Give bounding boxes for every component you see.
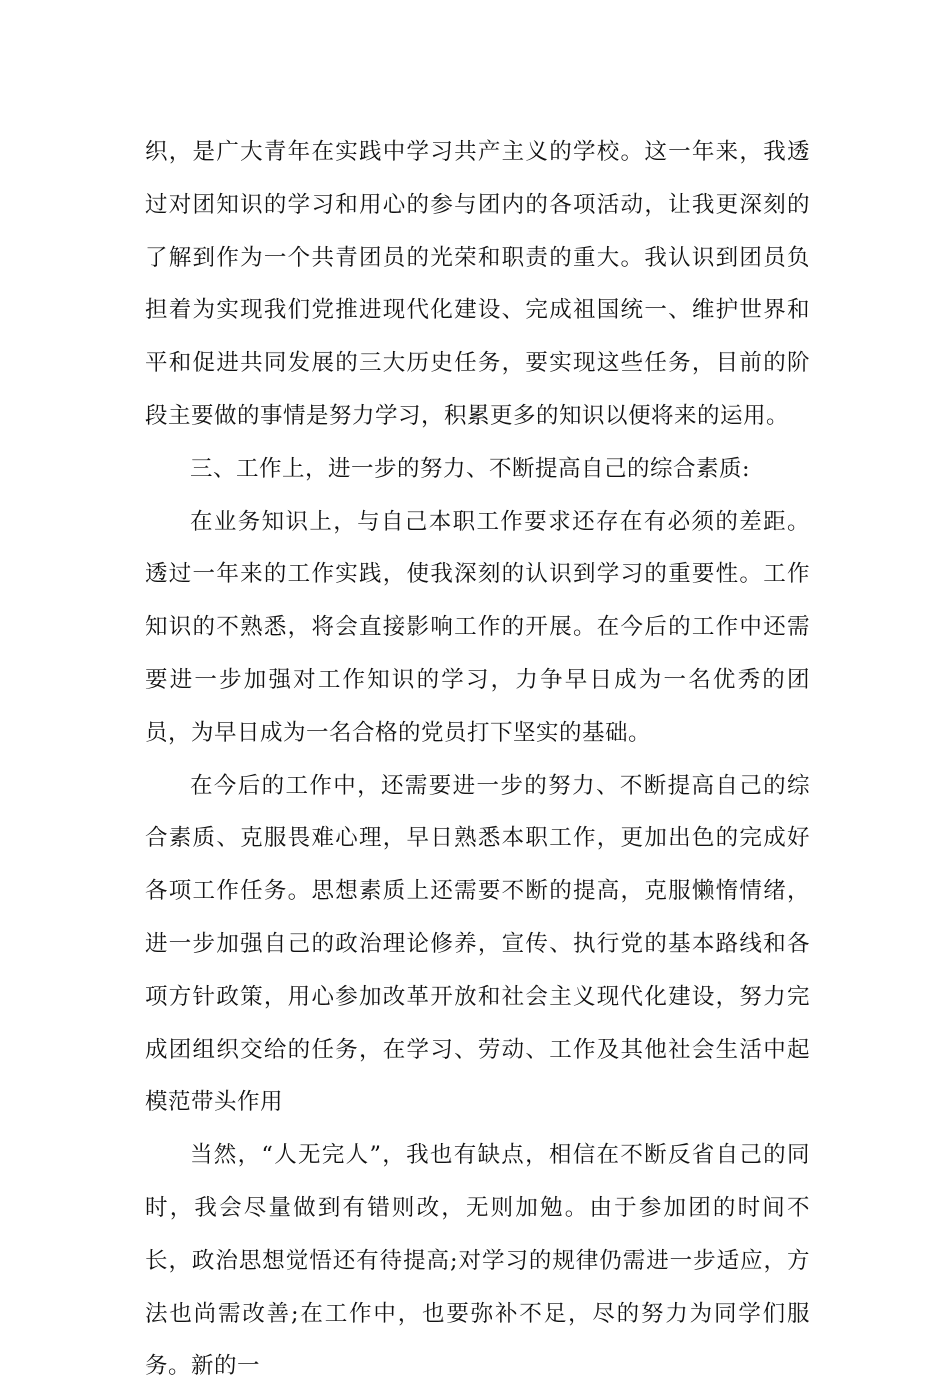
document-body — [145, 126, 810, 1393]
paragraph-continuation: 织，是广大青年在实践中学习共产主义的学校。这一年来，我透过对团知识的学习和用心的参与团内的各项活动，让我更深刻的了解到作为一个共青团员的光荣和职责的重大。我认识到团员负担着为实现我们党推进现代化建设、完成祖国统一、维护世界和平和促进共同发展的三大历史任务，要实现这些任务，目前的阶段主要做的事情是努力学习，积累更多的知识以便将来的运用。 — [145, 139, 810, 429]
section-heading-work: 三、工作上，进一步的努力、不断提高自己的综合素质: — [190, 455, 751, 482]
paragraph-future-work: 在今后的工作中，还需要进一步的努力、不断提高自己的综合素质、克服畏难心理，早日熟悉本职工作，更加出色的完成好各项工作任务。思想素质上还需要不断的提高，克服懒惰情绪，进一步加强自己的政治理论修养，宣传、执行党的基本路线和各项方针政策，用心参加改革开放和社会主义现代化建设，努力完成团组织交给的任务，在学习、劳动、工作及其他社会生活中起模范带头作用 — [145, 772, 810, 1116]
paragraph-shortcomings: 当然，“人无完人”，我也有缺点，相信在不断反省自己的同时，我会尽量做到有错则改，无则加勉。由于参加团的时间不长，政治思想觉悟还有待提高;对学习的规律仍需进一步适应，方法也尚需改善;在工作中，也要弥补不足，尽的努力为同学们服务。新的一 — [145, 1142, 810, 1380]
paragraph-business-knowledge: 在业务知识上，与自己本职工作要求还存在有必须的差距。透过一年来的工作实践，使我深刻的认识到学习的重要性。工作知识的不熟悉，将会直接影响工作的开展。在今后的工作中还需要进一步加强对工作知识的学习，力争早日成为一名优秀的团员，为早日成为一名合格的党员打下坚实的基础。 — [145, 508, 810, 746]
